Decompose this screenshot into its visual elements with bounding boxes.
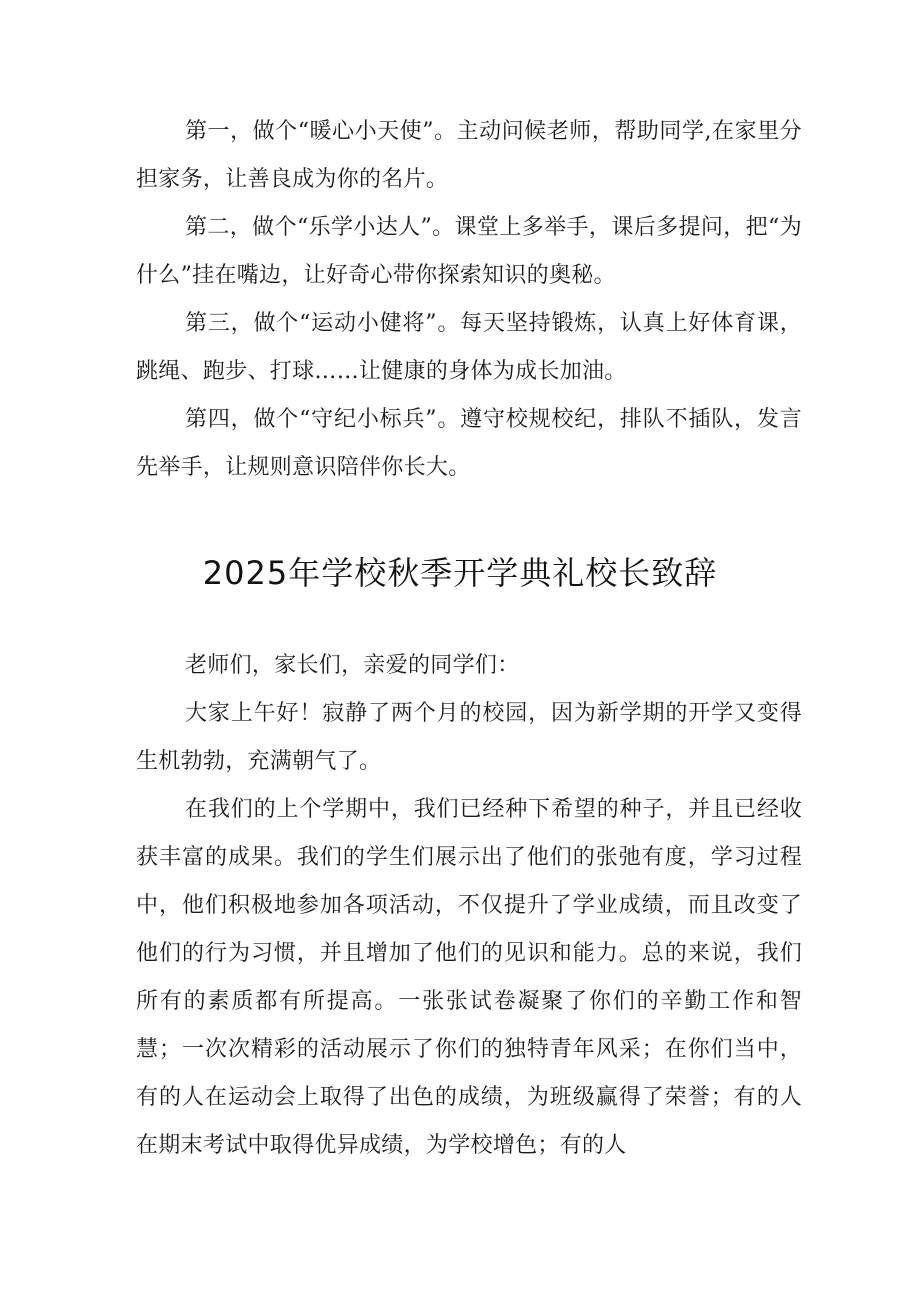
paragraph-first-tip: 第一，做个“暖心小天使”。主动问候老师，帮助同学,在家里分担家务，让善良成为你的名片。 <box>136 119 802 192</box>
speech-paragraph-review: 在我们的上个学期中，我们已经种下希望的种子，并且已经收获丰富的成果。我们的学生们展示出了他们的张弛有度，学习过程中，他们积极地参加各项活动，不仅提升了学业成绩，而且改变了他们的行为习惯，并且增加了他们的见识和能力。总的来说，我们所有的素质都有所提高。一张张试卷凝聚了你们的辛勤工作和智慧；一次次精彩的活动展示了你们的独特青年风采；在你们当中，有的人在运动会上取得了出色的成绩，为班级赢得了荣誉；有的人在期末考试中取得优异成绩，为学校增色；有的人 <box>136 797 802 1158</box>
paragraph-third-tip: 第三，做个“运动小健将”。每天坚持锻炼，认真上好体育课，跳绳、跑步、打球……让健康的身体为成长加油。 <box>136 311 802 384</box>
paragraph-second-tip: 第二，做个“乐学小达人”。课堂上多举手，课后多提问，把“为什么”挂在嘴边，让好奇心带你探索知识的奥秘。 <box>136 215 802 288</box>
speech-title: 2025年学校秋季开学典礼校长致辞 <box>202 554 718 592</box>
paragraph-fourth-tip: 第四，做个“守纪小标兵”。遵守校规校纪，排队不插队，发言先举手，让规则意识陪伴你长大。 <box>136 407 802 480</box>
speech-paragraph-opening: 大家上午好！寂静了两个月的校园，因为新学期的开学又变得生机勃勃，充满朝气了。 <box>136 701 802 774</box>
speech-greeting: 老师们，家长们，亲爱的同学们： <box>185 653 520 678</box>
